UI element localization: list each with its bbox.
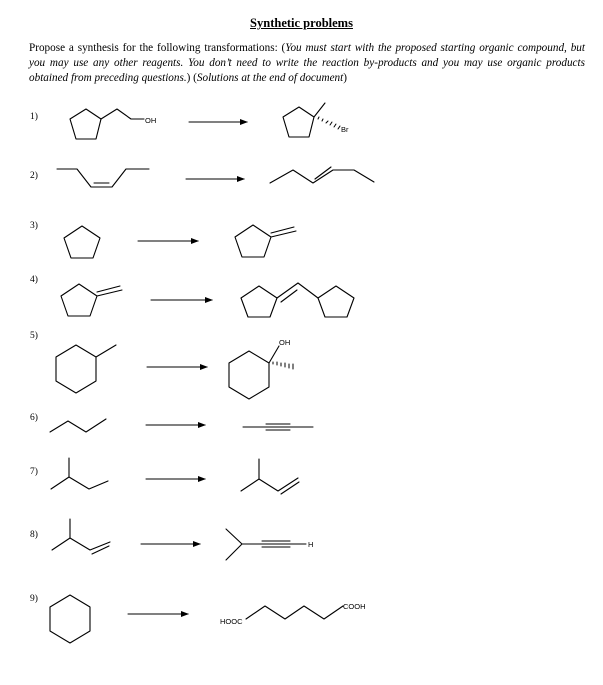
problem-6 bbox=[30, 412, 313, 432]
problem-1-product bbox=[283, 103, 349, 137]
problem-2-starting-material bbox=[57, 169, 149, 187]
problem-number-4: 4) bbox=[30, 275, 38, 285]
problem-5 bbox=[30, 330, 293, 399]
problem-8-product bbox=[226, 529, 313, 560]
problem-5-product bbox=[229, 338, 293, 399]
problem-9 bbox=[30, 593, 366, 643]
problem-1-starting-material bbox=[70, 109, 156, 139]
problem-1-oh-label: OH bbox=[145, 116, 157, 125]
page-title: Synthetic problems bbox=[250, 16, 353, 30]
problem-number-5: 5) bbox=[30, 331, 38, 341]
problem-number-9: 9) bbox=[30, 594, 38, 604]
intro-text-3: ) bbox=[343, 72, 347, 84]
problem-3-starting-material bbox=[64, 226, 100, 258]
problem-8-starting-material bbox=[52, 519, 110, 554]
problem-6-product bbox=[243, 424, 313, 430]
problem-7-starting-material bbox=[51, 477, 108, 489]
problem-1-br-label: Br bbox=[341, 125, 349, 134]
problem-number-1: 1) bbox=[30, 112, 38, 122]
problem-number-3: 3) bbox=[30, 221, 38, 231]
problem-5-starting-material bbox=[56, 345, 116, 393]
problem-5-hashed-bond bbox=[273, 362, 293, 369]
problem-number-2: 2) bbox=[30, 171, 38, 181]
problem-2 bbox=[30, 167, 374, 187]
problem-9-product bbox=[220, 602, 366, 626]
problem-7 bbox=[30, 458, 299, 494]
intro-text-2: ) ( bbox=[186, 72, 197, 84]
problem-number-8: 8) bbox=[30, 530, 38, 540]
problem-4 bbox=[30, 274, 354, 317]
problem-7-product bbox=[241, 459, 299, 494]
problem-8 bbox=[30, 519, 313, 560]
intro-text-1: Propose a synthesis for the following transformations: ( bbox=[29, 42, 286, 54]
problem-6-starting-material bbox=[50, 419, 106, 432]
problem-8-h-label: H bbox=[308, 540, 314, 549]
problem-4-product bbox=[241, 283, 354, 317]
problem-9-starting-material bbox=[50, 595, 90, 643]
problem-9-cooh-label: COOH bbox=[343, 602, 366, 611]
problem-1 bbox=[30, 103, 349, 139]
problem-1-hashed-bond bbox=[318, 117, 340, 129]
problem-number-7: 7) bbox=[30, 467, 38, 477]
intro-instructions: You must start with the proposed starting organic compound, but you may use any other reagents. You don’t need to write the reaction by-products and you may use organic products obtained from preceding questions. bbox=[29, 42, 585, 84]
problem-3 bbox=[30, 220, 296, 258]
problem-4-starting-material bbox=[61, 284, 122, 316]
problem-2-product bbox=[270, 167, 374, 183]
problem-number-6: 6) bbox=[30, 413, 38, 423]
problem-9-hooc-label: HOOC bbox=[220, 617, 243, 626]
problem-3-product bbox=[235, 225, 296, 257]
intro-solutions-note: Solutions at the end of document bbox=[196, 72, 344, 84]
problem-5-oh-label: OH bbox=[279, 338, 291, 347]
